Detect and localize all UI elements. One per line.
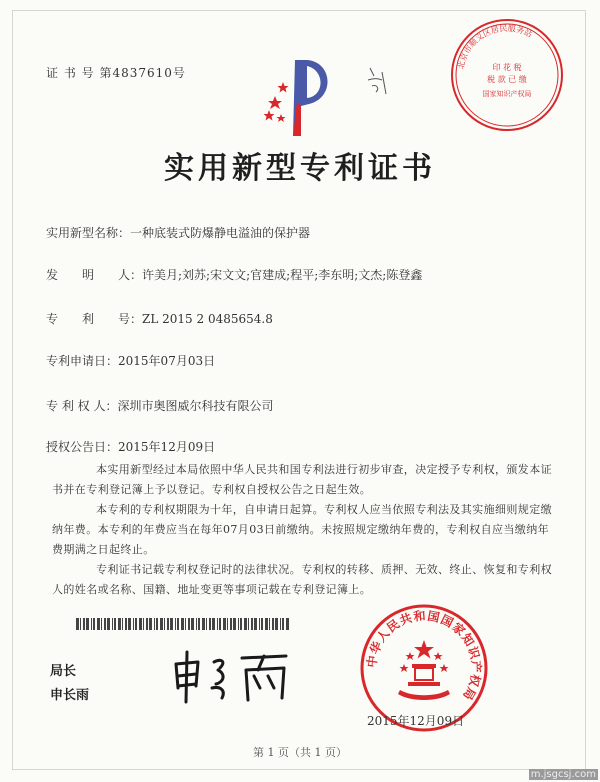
page-number: 第 1 页（共 1 页） (253, 746, 347, 759)
certificate-body (52, 460, 554, 600)
patent-number-label: 专 利 号： (46, 312, 143, 326)
utility-model-name-value: 一种底装式防爆静电溢油的保护器 (130, 226, 311, 240)
svg-text:国家知识产权局: 国家知识产权局 (482, 90, 532, 98)
inventor-label: 发 明 人： (46, 268, 143, 282)
patentee-field (46, 397, 273, 414)
utility-model-name-field (46, 224, 310, 241)
inventor-field (46, 266, 422, 283)
signatory-title: 局长 (50, 664, 77, 679)
patent-number-value: ZL 2015 2 0485654.8 (142, 312, 273, 326)
body-paragraph-3: 专利证书记载专利权登记时的法律状况。专利权的转移、质押、无效、终止、恢复和专利权人的姓名或名称、国籍、地址变更等事项记载在专利登记簿上。 (52, 563, 552, 596)
grant-date-field (46, 438, 215, 455)
svg-text:中华人民共和国国家知识产权局: 中华人民共和国国家知识产权局 (364, 608, 484, 704)
filing-date-field (46, 352, 215, 369)
body-paragraph-1: 本实用新型经过本局依照中华人民共和国专利法进行初步审查，决定授予专利权，颁发本证书并在专利登记簿上予以登记。专利权自授权公告之日起生效。 (52, 463, 552, 496)
svg-text:北京市顺义区居民服务站: 北京市顺义区居民服务站 (456, 23, 534, 70)
sipo-logo-icon (255, 52, 345, 142)
issue-date: 2015年12月09日 (367, 714, 465, 728)
svg-text:印 花 税: 印 花 税 (492, 63, 522, 72)
patentee-value: 深圳市奥图威尔科技有限公司 (117, 399, 274, 413)
handwritten-signature-icon (168, 648, 294, 706)
certificate-title: 实用新型专利证书 (164, 151, 436, 186)
inventor-value: 许美月;刘苏;宋文文;官建成;程平;李东明;文杰;陈登鑫 (142, 268, 423, 282)
handwritten-mark-icon (364, 62, 394, 98)
filing-date-label: 专利申请日： (46, 354, 119, 368)
grant-date-label: 授权公告日： (46, 440, 119, 454)
site-watermark: m.jsgcsj.com (530, 769, 596, 780)
filing-date-value: 2015年07月03日 (118, 354, 216, 368)
patentee-label: 专 利 权 人： (46, 399, 118, 413)
signatory-name: 申长雨 (50, 688, 90, 703)
tax-stamp-icon (448, 16, 566, 134)
svg-text:税 款 已 缴: 税 款 已 缴 (487, 75, 527, 84)
body-paragraph-2: 本专利的专利权期限为十年，自申请日起算。专利权人应当依照专利法及其实施细则规定缴纳年费。本专利的年费应当在每年07月03日前缴纳。未按照规定缴纳年费的，专利权自应当缴纳年费期满之日起终止。 (52, 503, 552, 556)
grant-date-value: 2015年12月09日 (118, 440, 216, 454)
patent-number-field (46, 310, 273, 327)
utility-model-name-label: 实用新型名称： (46, 226, 131, 240)
barcode-icon (76, 618, 292, 630)
certificate-number: 证 书 号 第4837610号 (46, 66, 186, 80)
